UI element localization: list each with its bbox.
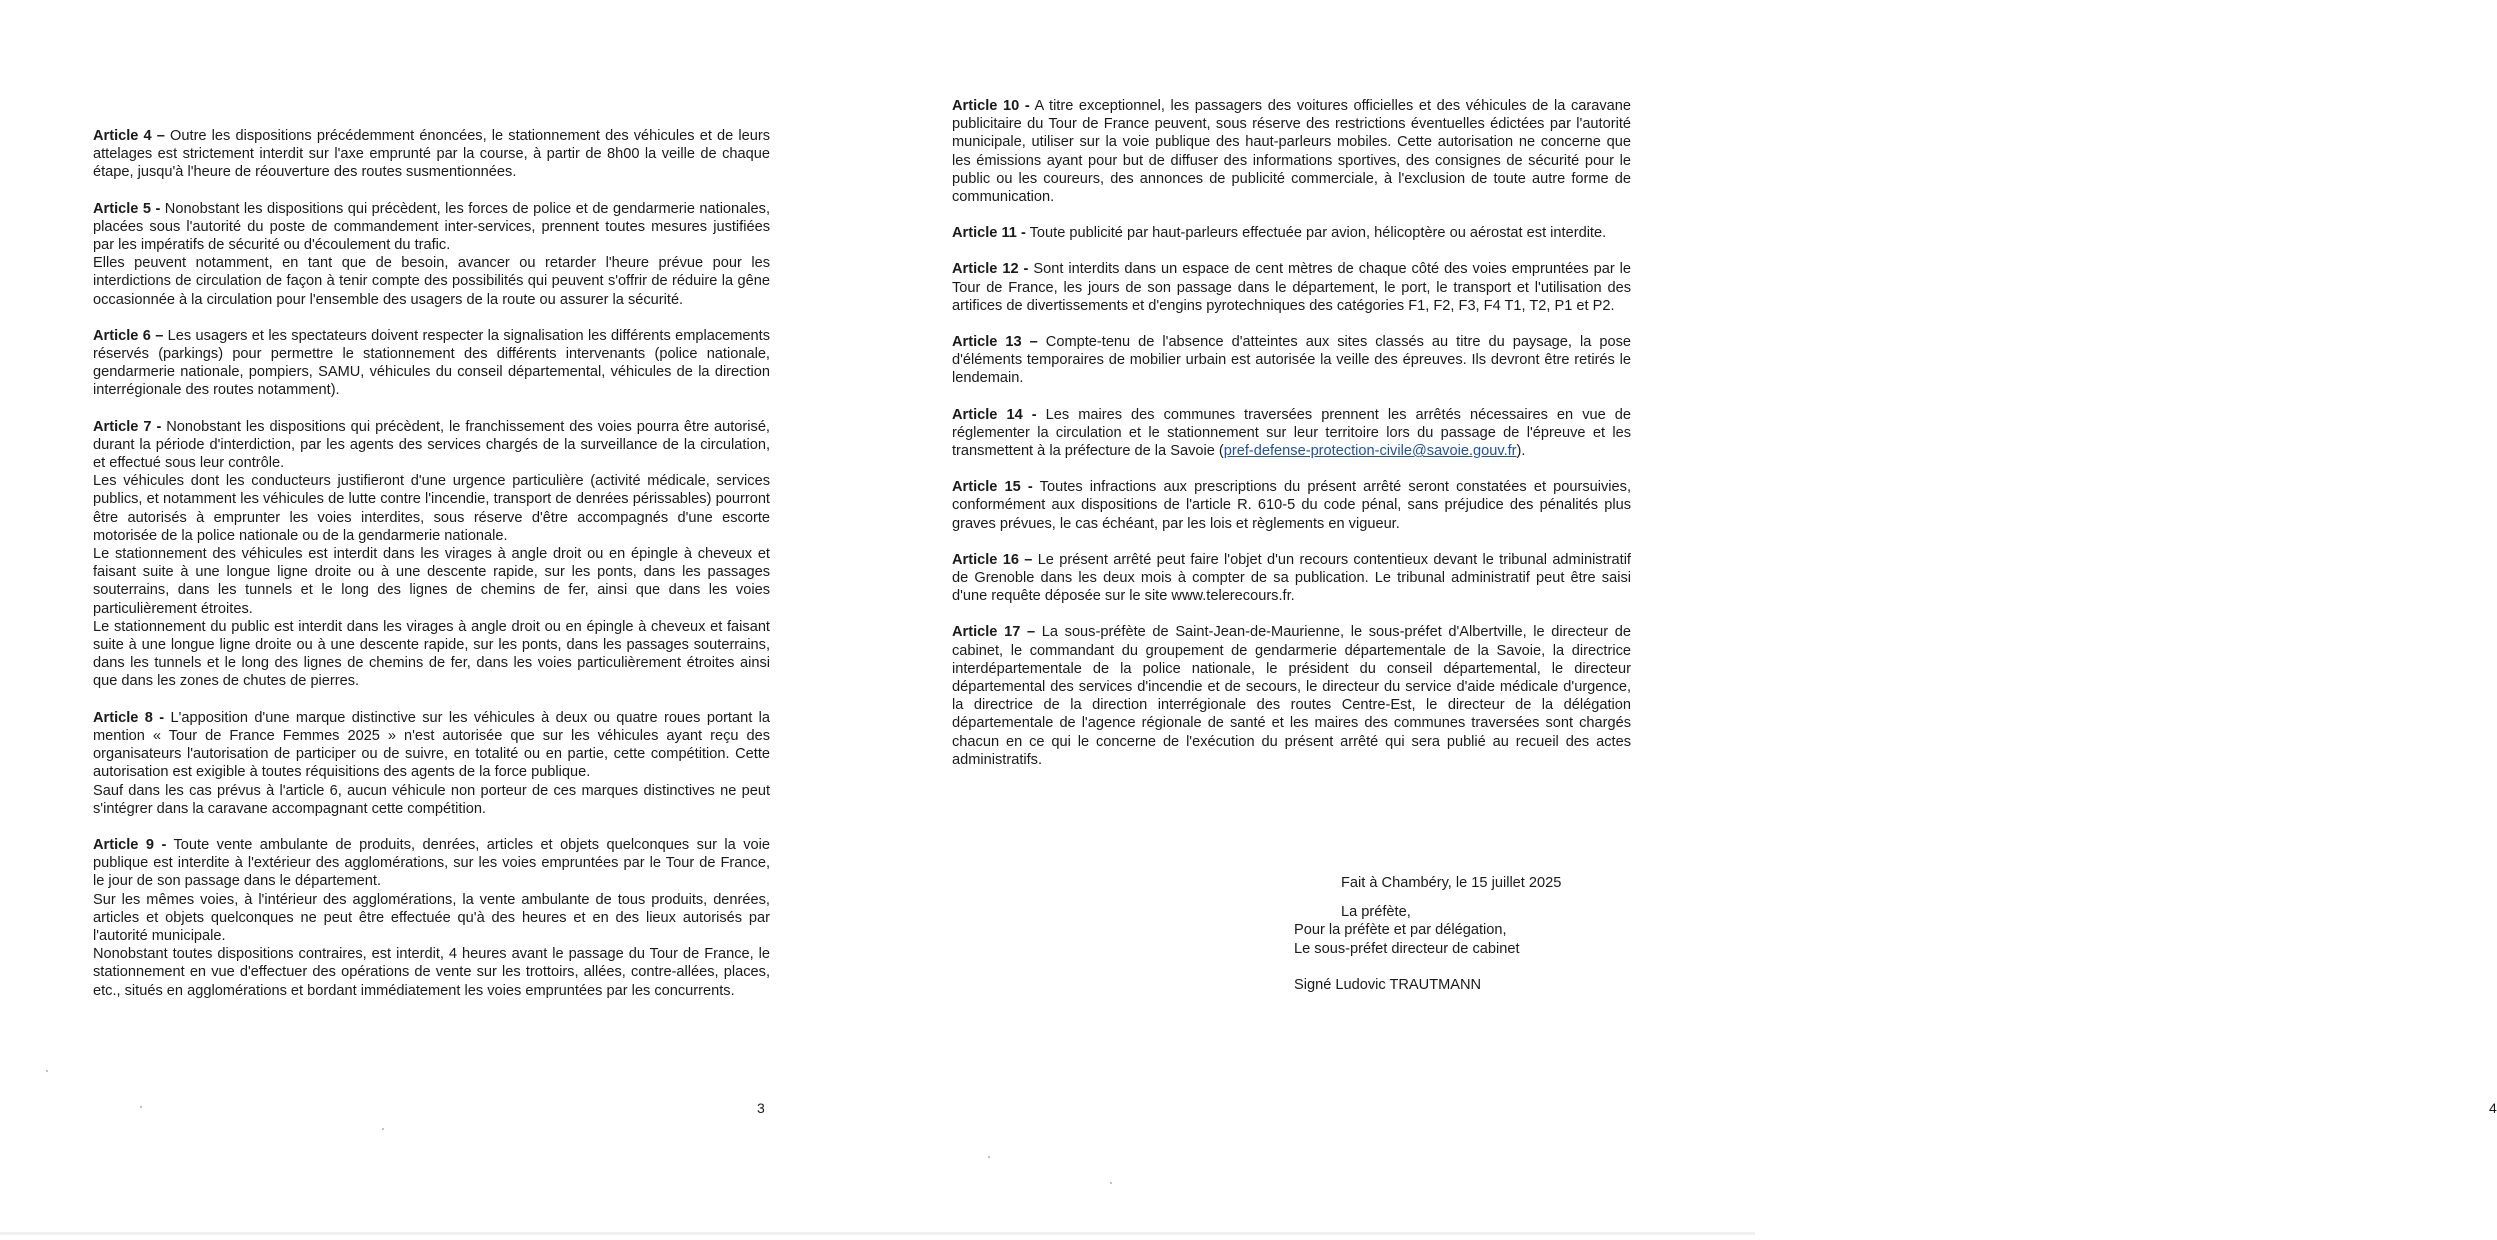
page-number-right: 4	[2489, 1100, 2497, 1116]
article-text: Les usagers et les spectateurs doivent respecter la signalisation les différents emplacements réservés (parkings) pour permettre le stationnement des différents intervenants (police nationale, gendarmerie nationale, pompiers, SAMU, véhicules du conseil départemental, véhicules de la direction interrégionale des routes notamment).	[93, 327, 771, 399]
article-paragraph	[93, 709, 770, 782]
signature-title: La préfète,	[1341, 904, 1411, 921]
signature-delegation: Pour la préfète et par délégation,	[1294, 922, 1507, 939]
article-paragraph	[952, 406, 1631, 461]
article-title: Article 4 –	[93, 128, 165, 144]
scan-speck	[1110, 1182, 1112, 1184]
article-text: Les maires des communes traversées prennent les arrêtés nécessaires en vue de réglementer la circulation et le stationnement sur leur territoire lors du passage de l'épreuve et les transmettent à la préfecture de la Savoie (	[952, 406, 1632, 460]
signature-date: Fait à Chambéry, le 15 juillet 2025	[1341, 875, 1562, 891]
left-column	[93, 127, 770, 1018]
scan-speck	[140, 1106, 142, 1108]
scan-speck	[988, 1156, 990, 1158]
article-text-end: ).	[1516, 443, 1526, 460]
article-title: Article 15 -	[952, 479, 1033, 496]
article-paragraph: Le stationnement du public est interdit dans les virages à angle droit ou en épingle à cheveux et faisant suite à une longue ligne droite ou à une descente rapide, sur les ponts, dans les passages souterrains, dans les tunnels et le long des lignes de chemins de fer, dans les voies particulièrement étroites ainsi que dans les zones de chutes de pierres.	[93, 618, 770, 690]
article-paragraph: Le stationnement des véhicules est interdit dans les virages à angle droit ou en épingle à cheveux et faisant suite à une longue ligne droite ou à une descente rapide, sur les ponts, dans les passages souterrains, dans les tunnels et le long des lignes de chemins de fer, ainsi que dans les voies particulièrement étroites.	[93, 546, 770, 617]
article-text: Toutes infractions aux prescriptions du présent arrêté seront constatées et poursuivies, conformément aux dispositions de l'article R. 610-5 du code pénal, sans préjudice des pénalités plus graves prévues, le cas échéant, par les lois et règlements en vigueur.	[952, 479, 1632, 532]
article-paragraph	[952, 623, 1631, 769]
article-paragraph	[952, 97, 1631, 206]
right-column	[952, 97, 1631, 787]
article-title: Article 7 -	[93, 418, 162, 435]
article-text: Toute publicité par haut-parleurs effectuée par avion, hélicoptère ou aérostat est interdite.	[1025, 225, 1607, 242]
article-title: Article 9 -	[93, 836, 167, 853]
article-text: A titre exceptionnel, les passagers des voitures officielles et des véhicules de la caravane publicitaire du Tour de France peuvent, sous réserve des restrictions éventuelles édictées par l'autorité municipale, utiliser sur la voie publique des haut-parleurs mobiles. Cette autorisation ne concerne que les émissions ayant pour but de diffuser des informations sportives, des consignes de sécurité pour le public ou les coureurs, des annonces de publicité commerciale, à l'exclusion de toute autre forme de communication.	[952, 98, 1631, 206]
email-link[interactable]: pref-defense-protection-civile@savoie.gouv.fr	[1223, 443, 1517, 460]
article-title: Article 12 -	[952, 261, 1029, 278]
article-text: Toute vente ambulante de produits, denrées, articles et objets quelconques sur la voie publique est interdite à l'extérieur des agglomérations, sur les voies empruntées par le Tour de France, le jour de son passage dans le département.	[93, 836, 770, 890]
article-paragraph: Les véhicules dont les conducteurs justifieront d'une urgence particulière (activité médicale, services publics, et notamment les véhicules de lutte contre l'incendie, transport de denrées périssables) pourront être autorisés à emprunter les voies interdites, sous réserve d'être accompagnés d'une escorte motorisée de la police nationale ou de la gendarmerie nationale.	[93, 473, 770, 544]
article-paragraph	[93, 327, 770, 400]
article-13	[952, 333, 1631, 388]
article-text: Sont interdits dans un espace de cent mètres de chaque côté des voies empruntées par le Tour de France, les jours de son passage dans le département, le port, le transport et l'utilisation des artifices de divertissements et d'engins pyrotechniques des catégories F1, F2, F3, F4 T1, T2, P1 et P2.	[952, 261, 1632, 314]
article-title: Article 5 -	[93, 200, 161, 217]
article-title: Article 11 -	[952, 225, 1026, 242]
article-text: Nonobstant les dispositions qui précèdent, le franchissement des voies pourra être autorisé, durant la période d'interdiction, par les agents des services chargés de la surveillance de la circulation, et effectué sous leur contrôle.	[93, 418, 770, 472]
article-paragraph: Sauf dans les cas prévus à l'article 6, aucun véhicule non porteur de ces marques distinctives ne peut s'intégrer dans la caravane accompagnant cette compétition.	[93, 782, 770, 817]
article-text: L'apposition d'une marque distinctive sur les véhicules à deux ou quatre roues portant la mention « Tour de France Femmes 2025 » n'est autorisée que sur les véhicules ayant reçu des organisateurs l'autorisation de participer ou de suivre, en totalité ou en partie, cette compétition. Cette autorisation est exigible à toutes réquisitions des agents de la force publique.	[93, 709, 770, 781]
article-paragraph	[93, 418, 770, 473]
article-paragraph	[952, 333, 1631, 388]
article-paragraph	[93, 836, 770, 891]
article-text: Nonobstant les dispositions qui précèdent, les forces de police et de gendarmerie nationales, placées sous l'autorité du poste de commandement inter-services, prennent toutes mesures justifiées par les impératifs de sécurité ou d'écoulement du trafic.	[93, 200, 770, 254]
article-paragraph	[952, 224, 1631, 242]
article-paragraph	[93, 200, 770, 255]
article-text: Le présent arrêté peut faire l'objet d'un recours contentieux devant le tribunal administratif de Grenoble dans les deux mois à compter de sa publication. Le tribunal administratif peut être saisi d'une requête déposée sur le site www.telerecours.fr.	[952, 551, 1631, 605]
signature-role: Le sous-préfet directeur de cabinet	[1294, 940, 1520, 957]
article-text: Outre les dispositions précédemment énoncées, le stationnement des véhicules et de leurs attelages est strictement interdit sur l'axe emprunté par la course, à partir de 8h00 la veille de chaque étape, jusqu'à l'heure de réouverture des routes susmentionnées.	[93, 128, 771, 181]
article-paragraph: Sur les mêmes voies, à l'intérieur des agglomérations, la vente ambulante de tous produits, denrées, articles et objets quelconques ne peut être effectuée qu'à des heures et en des lieux autorisés par l'autorité municipale.	[93, 891, 770, 944]
article-title: Article 8 -	[93, 709, 165, 726]
signature-block	[1215, 874, 1635, 994]
article-paragraph	[952, 478, 1631, 533]
article-9	[93, 836, 770, 1000]
article-text: La sous-préfète de Saint-Jean-de-Maurienne, le sous-préfet d'Albertville, le directeur de cabinet, le commandant du groupement de gendarmerie départementale de la Savoie, la directrice interdépartementale de la police nationale, le président du conseil départemental, le directeur départemental des services d'incendie et de secours, le directeur du service d'aide médicale d'urgence, la directrice de la direction interrégionale des routes Centre-Est, le directeur de la délégation départementale de l'agence régionale de santé et les maires des communes traversées sont chargés chacun en ce qui le concerne de l'exécution du présent arrêté qui sera publié au recueil des actes administratifs.	[952, 624, 1631, 768]
article-11	[952, 224, 1631, 242]
article-text: Compte-tenu de l'absence d'atteintes aux sites classés au titre du paysage, la pose d'éléments temporaires de mobilier urbain est autorisée la veille des épreuves. Ils devront être retirés le lendemain.	[952, 334, 1631, 387]
article-paragraph	[952, 260, 1631, 315]
article-5	[93, 200, 770, 309]
article-10	[952, 97, 1631, 206]
article-paragraph: Nonobstant toutes dispositions contraires, est interdit, 4 heures avant le passage du Tour de France, le stationnement en vue d'effectuer des opérations de vente sur les trottoirs, allées, contre-allées, places, etc., situés en agglomérations et bordant immédiatement les voies empruntées par les concurrents.	[93, 946, 770, 999]
article-4	[93, 127, 770, 182]
article-title: Article 17 –	[952, 624, 1036, 641]
page-number-left: 3	[757, 1100, 765, 1116]
article-paragraph	[952, 551, 1631, 606]
scan-speck	[46, 1070, 48, 1072]
scan-speck	[382, 1128, 384, 1130]
article-17	[952, 623, 1631, 769]
signature-name: Signé Ludovic TRAUTMANN	[1294, 976, 1482, 993]
article-15	[952, 478, 1631, 533]
article-7	[93, 418, 770, 691]
scan-bottom-edge	[0, 1232, 1755, 1235]
article-14	[952, 406, 1631, 461]
article-12	[952, 260, 1631, 315]
article-title: Article 6 –	[93, 327, 164, 344]
right-page	[877, 0, 2497, 1240]
article-paragraph	[93, 127, 770, 182]
article-paragraph: Elles peuvent notamment, en tant que de besoin, avancer ou retarder l'heure prévue pour les interdictions de circulation de façon à tenir compte des possibilités qui peuvent s'offrir de réduire la gêne occasionnée à la circulation pour l'ensemble des usagers de la route ou assurer la sécurité.	[93, 255, 770, 308]
article-6	[93, 327, 770, 400]
left-page	[0, 0, 877, 1240]
article-8	[93, 709, 770, 818]
article-title: Article 14 -	[952, 406, 1037, 423]
article-title: Article 16 –	[952, 551, 1033, 568]
article-16	[952, 551, 1631, 606]
article-title: Article 10 -	[952, 98, 1030, 114]
article-title: Article 13 –	[952, 334, 1038, 351]
